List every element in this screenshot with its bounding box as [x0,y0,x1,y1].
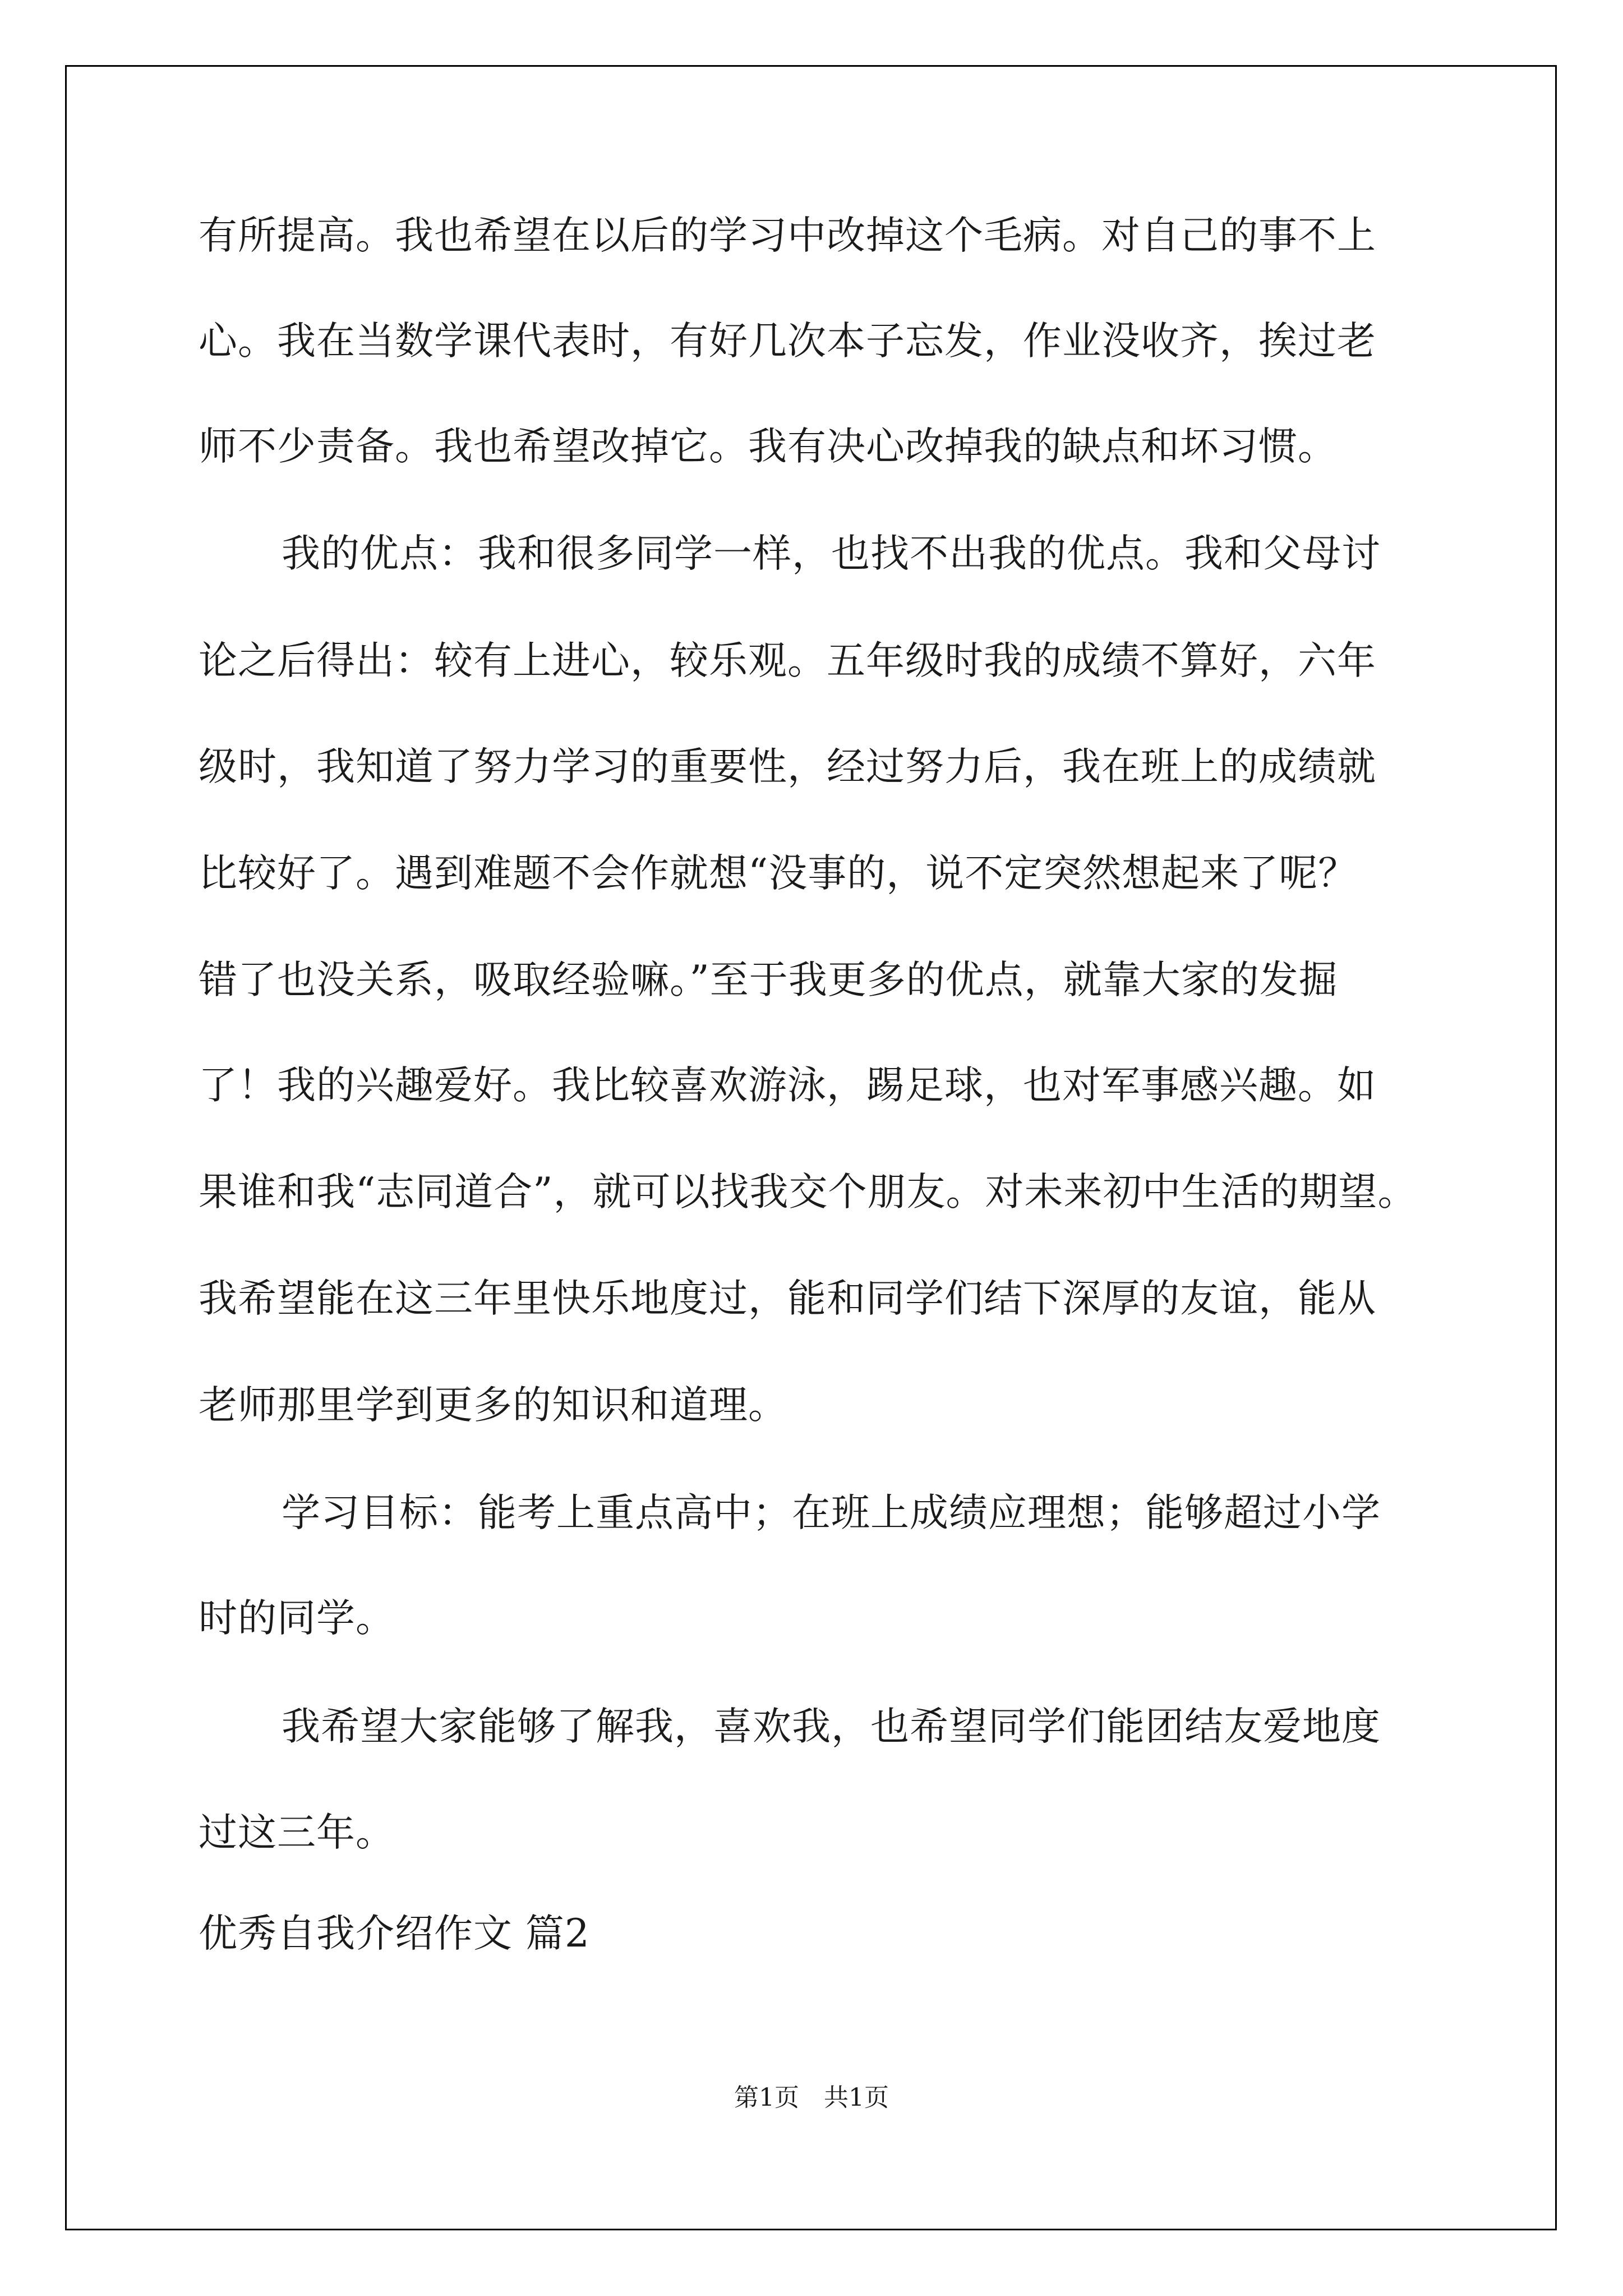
text-line: 时的同学。 [199,1596,395,1641]
text-line: 过这三年。 [199,1810,395,1855]
text-line: 错了也没关系，吸取经验嘛。”至于我更多的优点，就靠大家的发掘 [199,958,1338,1002]
text-line: 我希望能在这三年里快乐地度过，能和同学们结下深厚的友谊，能从 [199,1276,1376,1321]
page-footer: 第1页 共1页 [734,2083,889,2112]
text-line: 我希望大家能够了解我，喜欢我，也希望同学们能团结友爱地度 [282,1704,1381,1749]
text-line: 老师那里学到更多的知识和道理。 [199,1383,787,1428]
text-line: 有所提高。我也希望在以后的学习中改掉这个毛病。对自己的事不上 [199,213,1376,258]
text-line: 比较好了。遇到难题不会作就想“没事的，说不定突然想起来了呢？ [199,851,1358,896]
text-line: 果谁和我“志同道合”，就可以找我交个朋友。对未来初中生活的期望。 [199,1170,1417,1214]
text-line: 了！我的兴趣爱好。我比较喜欢游泳，踢足球，也对军事感兴趣。如 [199,1063,1376,1108]
text-line: 师不少责备。我也希望改掉它。我有决心改掉我的缺点和坏习惯。 [199,424,1337,469]
text-line: 论之后得出：较有上进心，较乐观。五年级时我的成绩不算好，六年 [199,638,1376,683]
text-line: 学习目标：能考上重点高中；在班上成绩应理想；能够超过小学 [282,1490,1381,1535]
text-line: 级时，我知道了努力学习的重要性，经过努力后，我在班上的成绩就 [199,744,1376,789]
text-line: 心。我在当数学课代表时，有好几次本子忘发，作业没收齐，挨过老 [199,319,1376,364]
text-line: 我的优点：我和很多同学一样，也找不出我的优点。我和父母讨 [282,531,1381,576]
section-heading: 优秀自我介绍作文 篇2 [199,1911,590,1956]
page-border [65,65,1557,2230]
